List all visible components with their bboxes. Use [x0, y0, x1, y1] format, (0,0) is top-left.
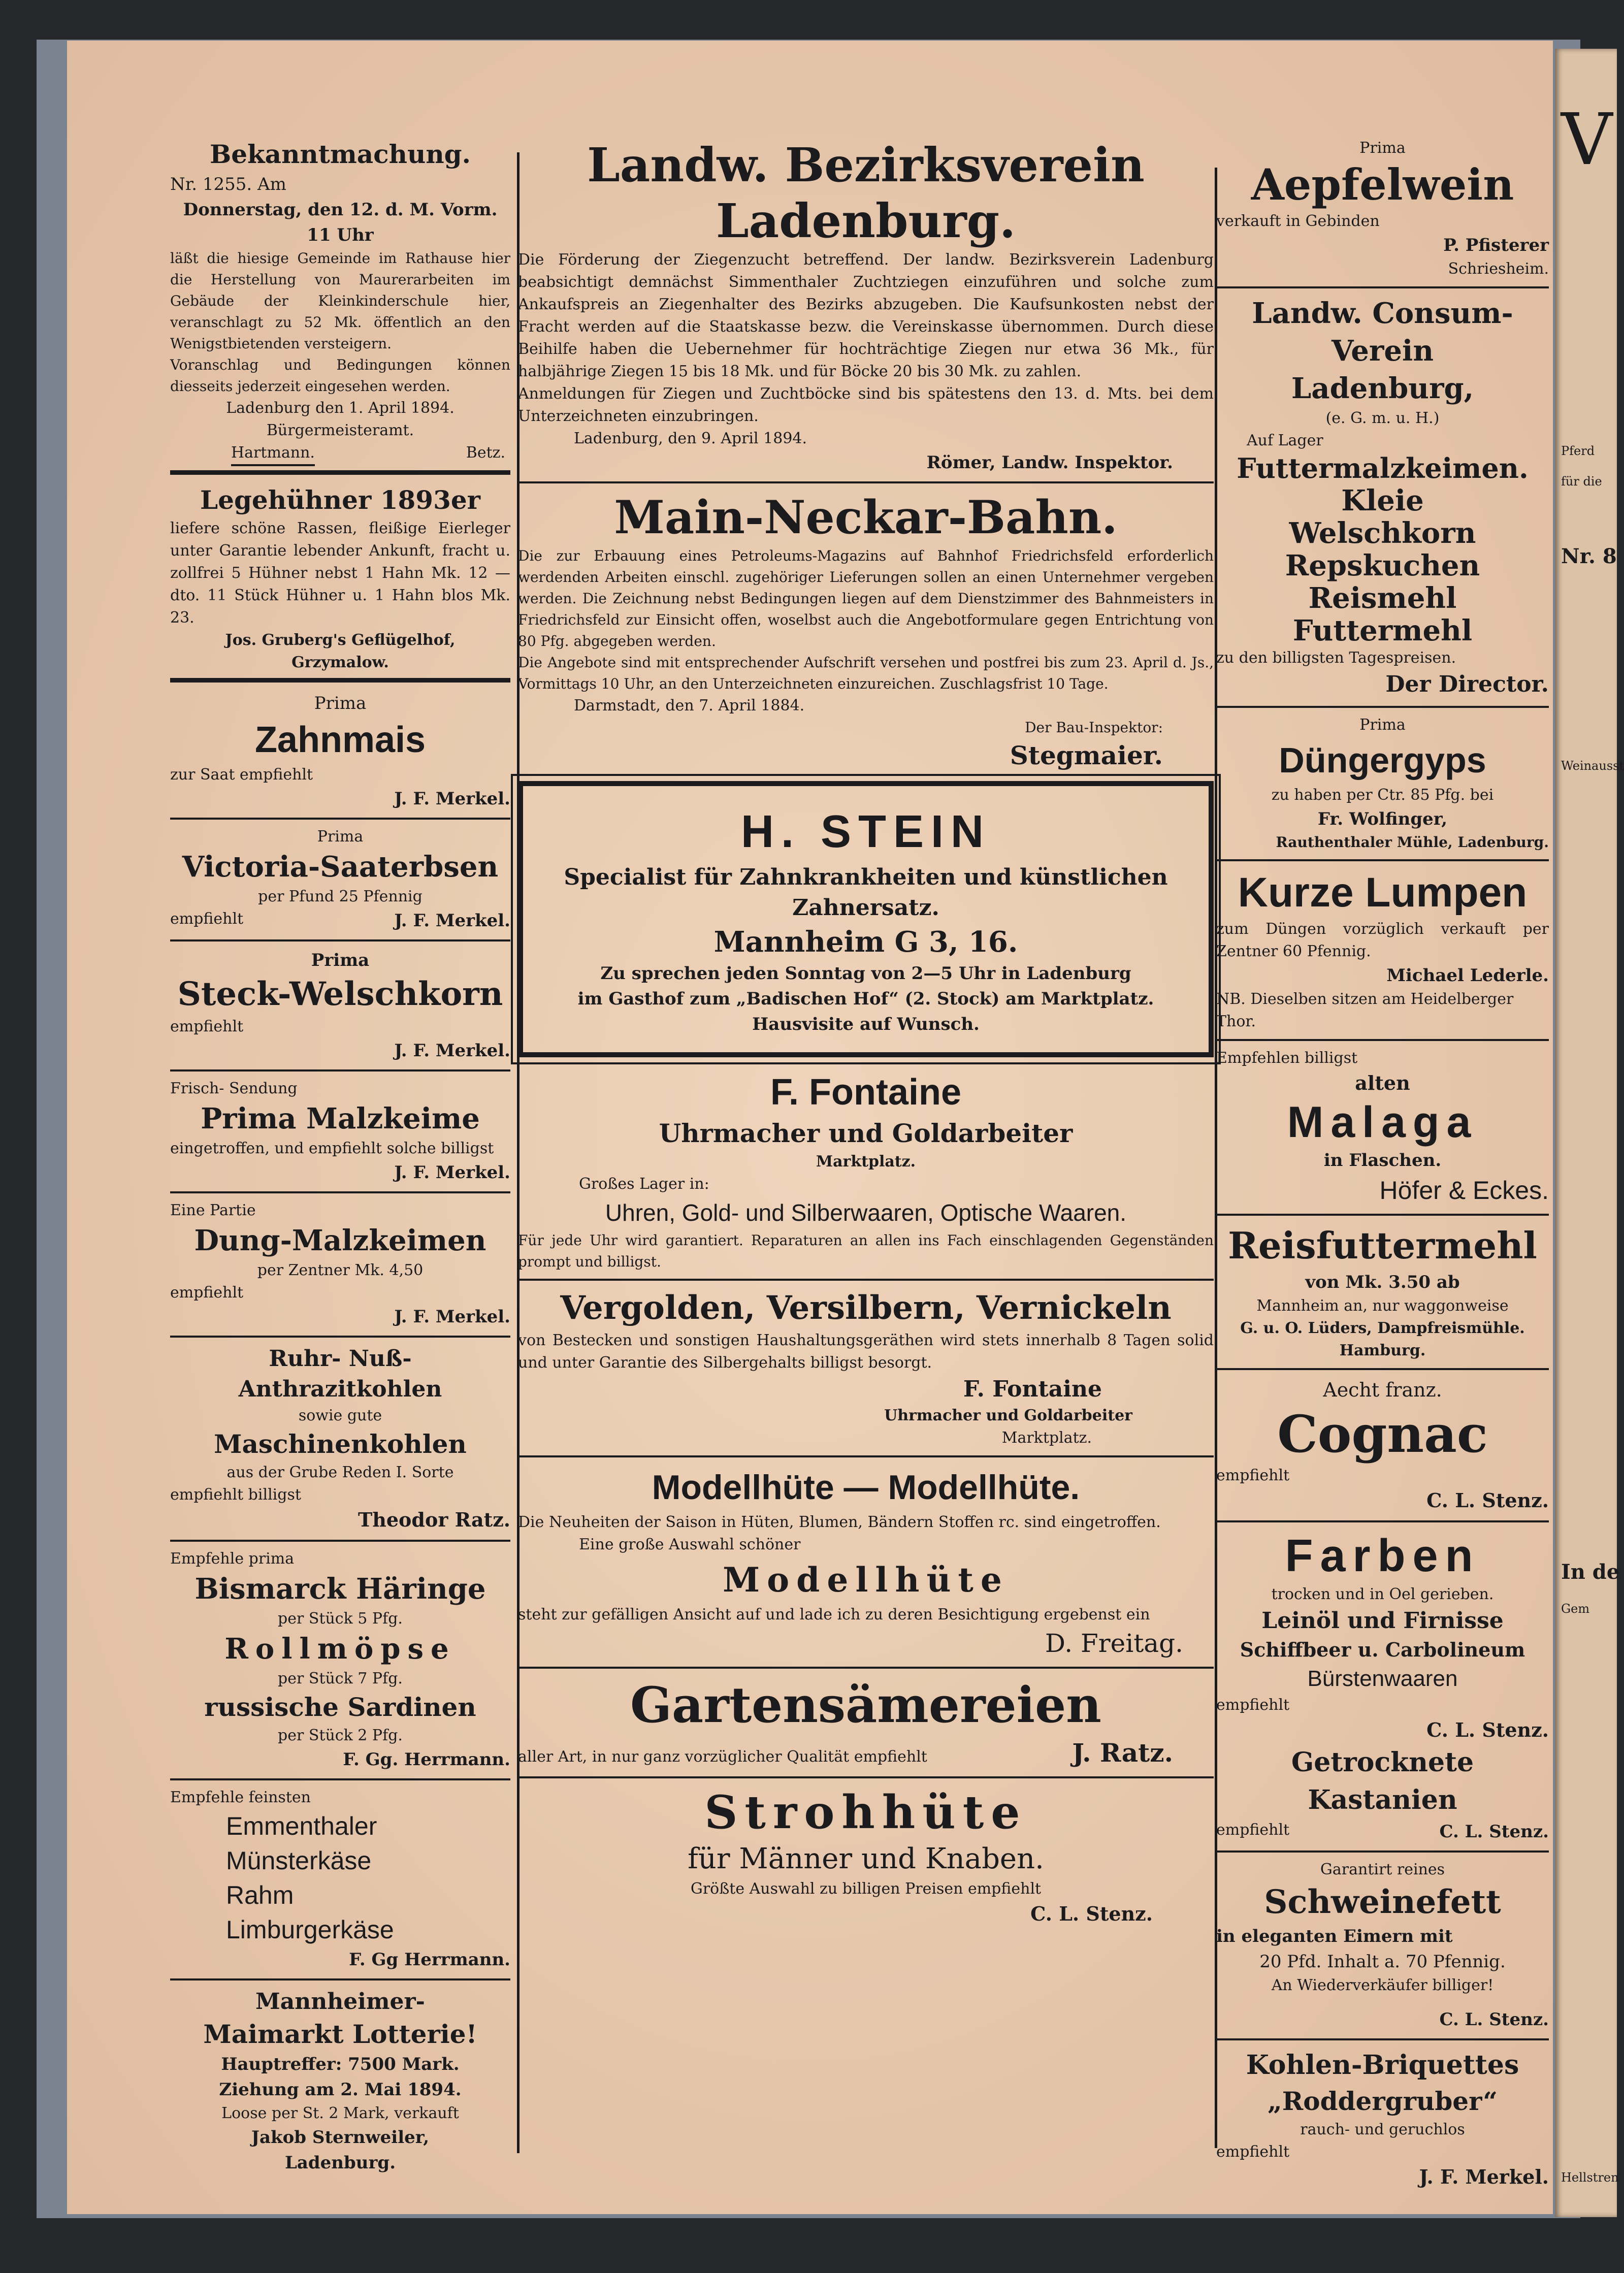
adjacent-page-fragment: In de — [1561, 1560, 1620, 1584]
ad-prefix: Empfehle prima — [170, 1550, 295, 1568]
ad-title: Kurze Lumpen — [1238, 869, 1528, 916]
ad-text: 11 Uhr — [307, 225, 374, 245]
ad-signer: C. L. Stenz. — [1426, 1489, 1549, 1512]
ad-body: empfiehlt — [1216, 2143, 1290, 2161]
gartensaemereien-ad — [518, 1675, 1214, 1770]
ad-title: Farben — [1285, 1531, 1480, 1581]
ad-footer — [518, 1736, 1214, 1770]
ad-signer-place: Marktplatz. — [1001, 1429, 1092, 1447]
bismarck-ad — [170, 1548, 510, 1772]
ad-divider — [170, 1978, 510, 1980]
ad-title: Maimarkt Lotterie! — [203, 2019, 477, 2049]
ad-signer: C. L. Stenz. — [1439, 1822, 1549, 1842]
ad-title: Dung-Malzkeimen — [194, 1224, 486, 1257]
ad-divider — [1216, 1850, 1549, 1853]
ad-body: Die Förderung der Ziegenzucht betreffend. Der landw. Bezirksverein Ladenburg beabsichtigt demnächst Simmenthaler Zuchtziegen einzuführen und solche zum Ankaufspreis an Ziegenhalter des Bezirks abzugeben. Die Kaufsunkosten nebst der Fracht werden auf die Staatskasse bezw. die Vereinskasse übernommen. Durch diese Beihilfe haben die Uebernehmer für hochträchtige Ziegen nur etwa 36 Mk., für halbjährige Ziegen 15 bis 18 Mk. und für Böcke 20 bis 30 Mk. zu zahlen. — [518, 251, 1214, 380]
ad-signer-role: Uhrmacher und Goldarbeiter — [884, 1407, 1132, 1424]
ad-divider — [170, 470, 510, 475]
ad-title: Ruhr- Nuß- Anthrazitkohlen — [238, 1346, 442, 1402]
ad-body: steht zur gefälligen Ansicht auf und lade ich zu deren Besichtigung ergebenst ein — [518, 1606, 1150, 1623]
ad-prefix: Garantirt reines — [1320, 1861, 1445, 1878]
ad-title: Aepfelwein — [1251, 159, 1514, 210]
kohlen-ad — [170, 1344, 510, 1534]
ad-title: Mannheimer- — [255, 1989, 425, 2015]
ad-item: Welschkorn — [1289, 516, 1476, 550]
ad-price: per Stück 5 Pfg. — [278, 1610, 403, 1628]
ad-body: empfiehlt — [170, 1284, 244, 1302]
ad-title: Steck-Welschkorn — [177, 975, 503, 1013]
ad-signer: F. Gg. Herrmann. — [343, 1749, 510, 1770]
ad-body: von Mk. 3.50 ab — [1305, 1272, 1460, 1292]
lotterie-ad — [170, 1987, 510, 2175]
ad-body: zu haben per Ctr. 85 Pfg. bei — [1271, 786, 1494, 804]
ad-subtitle: für Männer und Knaben. — [688, 1842, 1044, 1875]
ad-divider — [1216, 2038, 1549, 2040]
right-column — [1216, 137, 1549, 2191]
ad-title: Cognac — [1277, 1404, 1488, 1464]
ad-signer: J. F. Merkel. — [394, 1162, 510, 1183]
ad-text: Donnerstag, den 12. d. M. Vorm. — [183, 200, 498, 220]
ad-title: Gartensämereien — [630, 1676, 1101, 1734]
ad-item: Reismehl — [1308, 581, 1457, 615]
ad-body: Hausvisite auf Wunsch. — [752, 1014, 980, 1034]
victoria-ad — [170, 826, 510, 933]
ad-prefix: Prima — [1359, 139, 1406, 157]
ad-subtitle: Uhrmacher und Goldarbeiter — [659, 1118, 1073, 1148]
ad-address: Mannheim G 3, 16. — [713, 925, 1018, 959]
ad-place-date: Darmstadt, den 7. April 1884. — [574, 697, 805, 715]
ad-title: Modellhüte — Modellhüte. — [652, 1468, 1080, 1507]
ad-signer: Ladenburg. — [284, 2153, 396, 2173]
ad-title: Malaga — [1287, 1098, 1478, 1147]
ad-divider — [170, 678, 510, 683]
cognac-ad — [1216, 1376, 1549, 1514]
ad-item: Rahm — [226, 1881, 294, 1909]
ad-body: trocken und in Oel gerieben. — [1271, 1585, 1494, 1603]
main-neckar-bahn-ad — [518, 490, 1214, 773]
ad-title: F. Fontaine — [770, 1072, 961, 1113]
ad-signer: Jos. Gruberg's Geflügelhof, — [225, 631, 456, 649]
ad-signer-place: Rauthenthaler Mühle, Ladenburg. — [1276, 834, 1549, 851]
ad-body: per Pfund 25 Pfennig — [258, 888, 423, 905]
farben-ad — [1216, 1529, 1549, 1744]
ad-item: Leinöl und Firnisse — [1261, 1608, 1504, 1634]
ad-title: Maschinenkohlen — [214, 1429, 467, 1459]
ad-body: aller Art, in nur ganz vorzüglicher Qualität empfiehlt — [518, 1748, 927, 1766]
ad-signer: Theodor Ratz. — [358, 1508, 510, 1531]
ad-signer: F. Gg Herrmann. — [349, 1950, 510, 1970]
ad-title: Düngergyps — [1279, 740, 1486, 780]
ad-signer: C. L. Stenz. — [1030, 1902, 1153, 1925]
ad-divider — [518, 1776, 1214, 1778]
ad-signer: C. L. Stenz. — [1439, 2009, 1549, 2030]
ad-price: per Stück 2 Pfg. — [278, 1727, 403, 1744]
ad-title: Main-Neckar-Bahn. — [614, 491, 1118, 544]
ad-signer: J. F. Merkel. — [394, 1041, 510, 1061]
ad-body: Zu sprechen jeden Sonntag von 2—5 Uhr in Ladenburg — [600, 963, 1131, 984]
ad-divider — [1216, 859, 1549, 861]
ad-body: empfiehlt — [1216, 1696, 1290, 1714]
ad-divider — [1216, 286, 1549, 288]
ad-signer: D. Freitag. — [1045, 1629, 1183, 1658]
adjacent-page-fragment: Gem — [1561, 1602, 1590, 1616]
ad-title: Victoria-Saaterbsen — [182, 850, 499, 884]
ad-item: Kleie — [1341, 484, 1424, 517]
ad-footer — [170, 908, 510, 933]
ad-body: NB. Dieselben sitzen am Heidelberger Thor. — [1216, 990, 1514, 1030]
ad-body: G. u. O. Lüders, Dampfreismühle. — [1240, 1319, 1525, 1337]
adjacent-page-letter: V — [1561, 99, 1613, 181]
ad-body: empfiehlt — [1216, 1467, 1290, 1484]
ad-footer — [1216, 1819, 1549, 1844]
ad-title: Ladenburg, — [1291, 372, 1474, 405]
ad-body: zum Düngen vorzüglich verkauft per Zentner 60 Pfennig. — [1216, 920, 1549, 960]
ad-signer: C. L. Stenz. — [1426, 1718, 1549, 1741]
ad-signer: Der Director. — [1385, 671, 1549, 697]
ad-text: Nr. 1255. Am — [170, 174, 286, 194]
ad-signer: Fr. Wolfinger, — [1317, 809, 1448, 829]
strohhuete-ad — [518, 1784, 1214, 1928]
ad-divider — [1216, 1368, 1549, 1370]
kurze-lumpen-ad — [1216, 867, 1549, 1033]
adjacent-page-fragment: Pferd — [1561, 444, 1595, 458]
ad-prefix: Prima — [317, 828, 364, 846]
briquettes-ad — [1216, 2047, 1549, 2191]
ad-title: Zahnmais — [254, 720, 426, 760]
left-column — [170, 137, 510, 2175]
adjacent-page-fragment: Weinausst — [1561, 759, 1624, 773]
aepfelwein-ad — [1216, 137, 1549, 280]
ad-signer: J. F. Merkel. — [394, 1307, 510, 1327]
ad-item: Emmenthaler — [226, 1812, 377, 1840]
adjacent-page-fragment: Nr. 8 — [1561, 544, 1617, 568]
ad-title: Schweinefett — [1264, 1883, 1501, 1921]
ad-body: zur Saat empfiehlt — [170, 766, 313, 784]
middle-column — [518, 137, 1214, 1928]
ad-body: von Bestecken und sonstigen Haushaltungsgeräthen wird stets innerhalb 8 Tagen solid und unter Garantie des Silbergehalts billigst besorgt. — [518, 1332, 1214, 1372]
ad-signer: Grzymalow. — [291, 654, 389, 671]
ad-body: Voranschlag und Bedingungen können diesseits jederzeit eingesehen werden. — [170, 356, 510, 395]
ad-body: empfiehlt — [170, 910, 244, 928]
ad-divider — [170, 1191, 510, 1193]
duengergyps-ad — [1216, 714, 1549, 853]
ad-body: Die Neuheiten der Saison in Hüten, Blumen, Bändern Stoffen rc. sind eingetroffen. — [518, 1513, 1161, 1531]
ad-title: Landw. Bezirksverein Ladenburg. — [587, 138, 1145, 248]
ad-title: Modellhüte — [723, 1560, 1009, 1600]
ad-title: Getrocknete Kastanien — [1291, 1747, 1474, 1815]
schweinefett-ad — [1216, 1859, 1549, 2032]
ad-title: „Roddergruber“ — [1267, 2086, 1498, 2116]
ad-prefix: Aecht franz. — [1323, 1379, 1442, 1401]
ad-signer: Römer, Landw. Inspektor. — [926, 452, 1173, 473]
kastanien-ad — [1216, 1744, 1549, 1844]
ad-prefix: Empfehlen billigst — [1216, 1049, 1358, 1067]
ad-prefix: Prima — [1359, 716, 1406, 734]
ad-item-list — [170, 1809, 510, 1947]
ad-title: Legehühner 1893er — [200, 485, 481, 515]
ad-divider — [170, 818, 510, 820]
ad-signer: Betz. — [466, 444, 505, 462]
adjacent-page-fragment: für die — [1561, 474, 1602, 489]
ad-title: Rollmöpse — [224, 1632, 456, 1666]
ad-body: rauch- und geruchlos — [1300, 2121, 1465, 2138]
ad-body: verkauft in Gebinden — [1216, 212, 1380, 230]
ad-body: Die Angebote sind mit entsprechender Aufschrift versehen und postfrei bis zum 23. April d. Js., Vormittags 10 Uhr, an den Unterzeichneten einzureichen. Zuschlagsfrist 10 Tage. — [518, 654, 1214, 692]
ad-title: H. STEIN — [740, 806, 991, 857]
malzkeime-ad — [170, 1078, 510, 1185]
ad-body: liefere schöne Rassen, fleißige Eierleger unter Garantie lebender Ankunft, fracht u. zollfrei 5 Hühner nebst 1 Hahn Mk. 12 — dto. 11 Stück Hühner u. 1 Hahn blos Mk. 23. — [170, 519, 510, 627]
bezirksverein-ad — [518, 137, 1214, 475]
ad-item: Repskuchen — [1285, 549, 1480, 582]
legehuehner-ad — [170, 483, 510, 674]
kaese-ad — [170, 1787, 510, 1972]
ad-title: Reisfuttermehl — [1228, 1224, 1537, 1267]
ad-body: Die zur Erbauung eines Petroleums-Magazins auf Bahnhof Friedrichsfeld erforderlich werdenden Arbeiten einschl. zugehöriger Lieferungen sollen an einen Unternehmer vergeben werden. Die Zeichnung nebst Bedingungen liegen auf dem Dienstzimmer des Bahnmeisters in Friedrichsfeld zur Einsicht offen, woselbst auch die Angebotformulare gegen Entrichtung von 80 Pfg. abgegeben werden. — [518, 547, 1214, 650]
ad-body: aus der Grube Reden I. Sorte — [226, 1464, 454, 1481]
ad-title: Strohhüte — [704, 1785, 1027, 1839]
ad-body: Anmeldungen für Ziegen und Zuchtböcke sind bis spätestens den 13. d. Mts. bei dem Unterzeichneten einzubringen. — [518, 385, 1214, 425]
ad-title: Kohlen-Briquettes — [1246, 2050, 1519, 2081]
ad-signer-role: Der Bau-Inspektor: — [1025, 719, 1163, 736]
ad-prefix: Auf Lager — [1247, 432, 1323, 449]
ad-signatures — [170, 442, 510, 466]
ad-signer: J. F. Merkel. — [394, 789, 510, 809]
ad-body: in eleganten Eimern mit — [1216, 1926, 1453, 1946]
ad-item: Limburgerkäse — [226, 1915, 394, 1944]
ad-divider — [170, 939, 510, 941]
ad-place: Marktplatz. — [816, 1153, 916, 1171]
ad-item: Münsterkäse — [226, 1846, 372, 1875]
ad-body: Mannheim an, nur waggonweise — [1256, 1297, 1509, 1315]
consum-verein-ad — [1216, 295, 1549, 700]
ad-divider — [170, 1069, 510, 1071]
ad-prefix: Prima — [314, 693, 367, 713]
ad-body: eingetroffen, und empfiehlt solche billigst — [170, 1140, 494, 1157]
ad-prefix: Frisch- Sendung — [170, 1080, 298, 1097]
ad-body: sowie gute — [298, 1407, 382, 1424]
ad-prefix: Eine Partie — [170, 1202, 256, 1219]
ad-divider — [170, 1778, 510, 1780]
ad-title: Bismarck Häringe — [194, 1572, 486, 1606]
bekanntmachung-ad — [170, 137, 510, 466]
ad-divider — [518, 1279, 1214, 1281]
malaga-ad — [1216, 1047, 1549, 1208]
ad-items: Uhren, Gold- und Silberwaaren, Optische Waaren. — [605, 1199, 1127, 1226]
ad-place-date: Ladenburg den 1. April 1894. — [226, 399, 454, 417]
ad-item: Bürstenwaaren — [1307, 1666, 1458, 1691]
adjacent-page-fragment: Hellstren — [1561, 2170, 1619, 2185]
ad-price: per Stück 7 Pfg. — [278, 1670, 403, 1687]
ad-body: Eine große Auswahl schöner — [579, 1536, 801, 1553]
ad-body: Loose per St. 2 Mark, verkauft — [221, 2104, 459, 2122]
ad-prefix: Prima — [311, 950, 370, 970]
zahnmais-ad — [170, 691, 510, 811]
ad-signer: Höfer & Eckes. — [1379, 1176, 1549, 1205]
ad-body: Zahnersatz. — [792, 895, 939, 921]
ad-office: Bürgermeisteramt. — [266, 421, 414, 439]
ad-body: Ziehung am 2. Mai 1894. — [219, 2080, 462, 2100]
ad-signer: Hartmann. — [231, 442, 315, 466]
ad-title: russische Sardinen — [204, 1692, 476, 1722]
ad-prefix: Empfehle feinsten — [170, 1789, 311, 1806]
ad-divider — [1216, 1520, 1549, 1522]
ad-body: zu den billigsten Tagespreisen. — [1216, 649, 1456, 667]
ad-signer: Jakob Sternweiler, — [251, 2127, 430, 2148]
ad-title: Landw. Consum-Verein — [1252, 297, 1513, 368]
ad-item: Futtermalzkeimen. — [1237, 452, 1529, 484]
ad-item: Schiffbeer u. Carbolineum — [1240, 1638, 1525, 1661]
ad-title: Prima Malzkeime — [201, 1102, 480, 1135]
ad-divider — [170, 1540, 510, 1542]
ad-signer-place: Hamburg. — [1339, 1342, 1426, 1359]
ad-body: empfiehlt — [1216, 1821, 1290, 1839]
ad-subtitle: (e. G. m. u. H.) — [1325, 409, 1440, 427]
ad-body: empfiehlt billigst — [170, 1486, 301, 1504]
ad-body: läßt die hiesige Gemeinde im Rathause hier die Herstellung von Maurerarbeiten im Gebäude der Kleinkinderschule hier, veranschlagt zu 52 Mk. öffentlich an den Wenigstbietenden versteigern. — [170, 250, 510, 352]
ad-divider — [1216, 1039, 1549, 1041]
ad-signer: P. Pfisterer — [1443, 235, 1549, 255]
fontaine-ad — [518, 1068, 1214, 1449]
stein-dentist-ad — [518, 781, 1214, 1057]
adjacent-page — [1555, 49, 1624, 2217]
ad-body: empfiehlt — [170, 1018, 244, 1035]
ad-place-date: Ladenburg, den 9. April 1894. — [574, 430, 807, 447]
ad-body: 20 Pfd. Inhalt a. 70 Pfennig. — [1259, 1952, 1506, 1972]
ad-body: im Gasthof zum „Badischen Hof“ (2. Stock) am Marktplatz. — [577, 989, 1154, 1009]
ad-signer: J. F. Merkel. — [394, 911, 510, 931]
ad-signer: Michael Lederle. — [1386, 965, 1549, 986]
dung-malzkeimen-ad — [170, 1199, 510, 1329]
ad-body: An Wiederverkäufer billiger! — [1271, 1976, 1494, 1994]
ad-title: Vergolden, Versilbern, Vernickeln — [560, 1289, 1172, 1327]
ad-item: Futtermehl — [1292, 614, 1473, 647]
ad-divider — [1216, 1214, 1549, 1216]
ad-divider — [1216, 706, 1549, 708]
ad-divider — [518, 1667, 1214, 1669]
ad-body: per Zentner Mk. 4,50 — [257, 1261, 424, 1279]
ad-body: Großes Lager in: — [579, 1175, 709, 1193]
ad-divider — [518, 481, 1214, 483]
ad-signer: J. F. Merkel. — [1419, 2165, 1549, 2188]
ad-body: Specialist für Zahnkrankheiten und künstlichen — [564, 864, 1168, 890]
ad-body: Größte Auswahl zu billigen Preisen empfiehlt — [690, 1880, 1042, 1898]
modellhuete-ad — [518, 1464, 1214, 1661]
ad-title: Bekanntmachung. — [209, 139, 471, 169]
ad-signer: Stegmaier. — [1010, 740, 1163, 770]
ad-body: Hauptreffer: 7500 Mark. — [221, 2054, 460, 2074]
ad-signer: F. Fontaine — [963, 1376, 1102, 1402]
ad-divider — [170, 1336, 510, 1338]
ad-signer-place: Schriesheim. — [1448, 260, 1549, 278]
ad-prefix: alten — [1355, 1071, 1410, 1094]
reisfuttermehl-ad — [1216, 1222, 1549, 1362]
steck-welschkorn-ad — [170, 948, 510, 1063]
ad-body: in Flaschen. — [1323, 1150, 1442, 1171]
ad-divider — [518, 1455, 1214, 1457]
ad-signer: J. Ratz. — [1072, 1738, 1173, 1768]
ad-body: Für jede Uhr wird garantiert. Reparaturen an allen ins Fach einschlagenden Gegenständen prompt und billigst. — [518, 1232, 1214, 1270]
